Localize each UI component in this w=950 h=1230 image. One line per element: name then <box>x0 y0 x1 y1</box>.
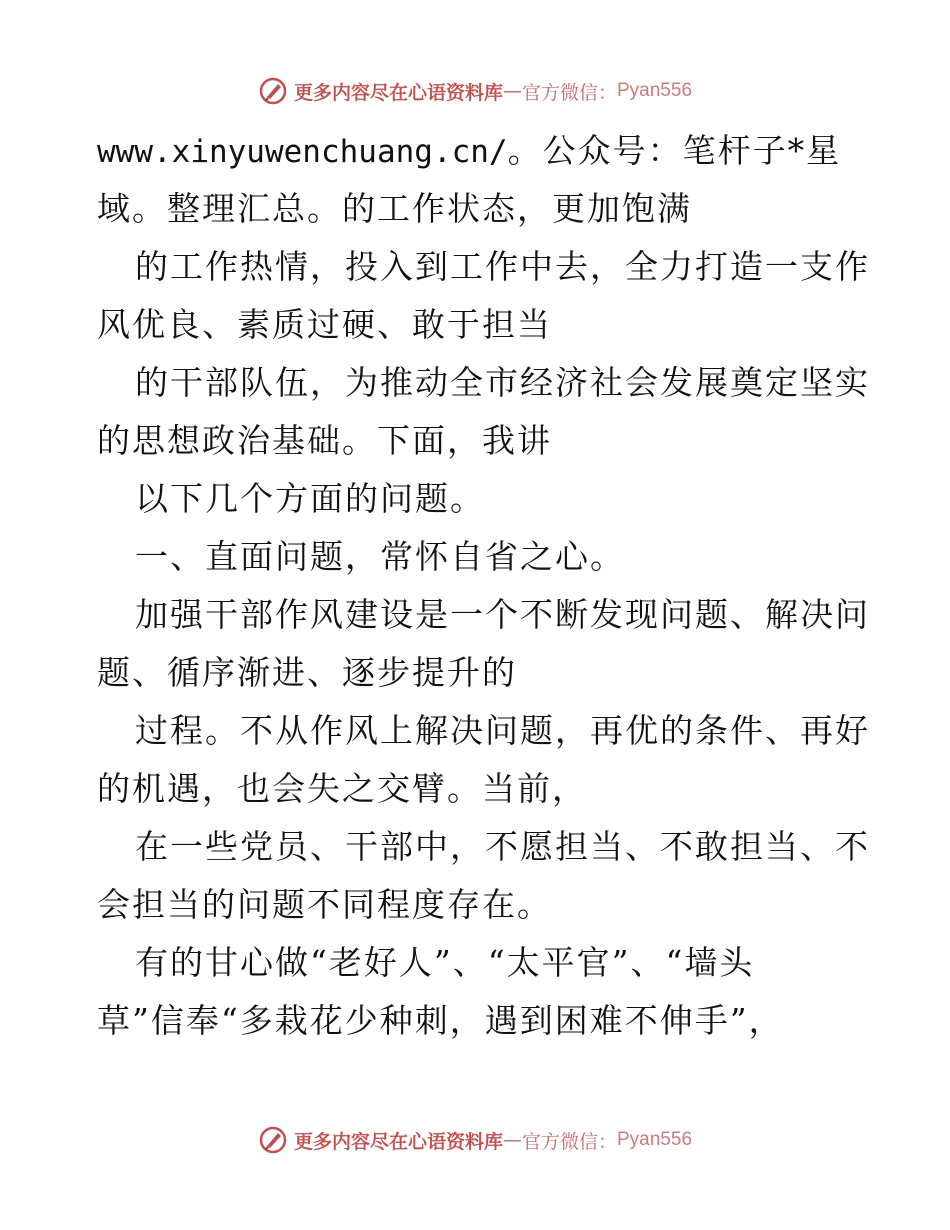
line-text: 。公众号：笔杆子*星 <box>507 131 842 170</box>
watermark-weixin-label: 官方微信： <box>521 81 617 104</box>
website-url: www.xinyuwenchuang.cn/ <box>97 134 508 170</box>
paragraph-line: 的工作热情，投入到工作中去，全力打造一支作 <box>135 247 870 286</box>
paragraph-line: 过程。不从作风上解决问题，再优的条件、再好 <box>135 711 870 750</box>
paragraph-line: 题、循序渐进、逐步提升的 <box>97 653 517 692</box>
header-watermark <box>0 71 950 111</box>
paragraph-line: 草”信奉“多栽花少种刺，遇到困难不伸手”， <box>97 1001 784 1040</box>
paragraph-line: 有的甘心做“老好人”、“太平官”、“墙头 <box>135 943 755 982</box>
footer-watermark <box>0 1120 950 1160</box>
paragraph-line: 在一些党员、干部中，不愿担当、不敢担当、不 <box>135 827 870 866</box>
paragraph-line <box>97 122 857 180</box>
paragraph-line: 加强干部作风建设是一个不断发现问题、解决问 <box>135 595 870 634</box>
paragraph-line: 会担当的问题不同程度存在。 <box>97 885 552 924</box>
pen-logo-icon <box>258 1125 288 1155</box>
watermark-separator: — <box>502 80 522 102</box>
paragraph-line: 的思想政治基础。下面，我讲 <box>97 421 552 460</box>
watermark-weixin-label: 官方微信： <box>521 1130 617 1153</box>
watermark-weixin-id: Pyan556 <box>617 80 693 101</box>
section-heading: 一、直面问题，常怀自省之心。 <box>135 537 625 576</box>
paragraph-line: 的干部队伍，为推动全市经济社会发展奠定坚实 <box>135 363 870 402</box>
watermark-site: 更多内容尽在心语资料库 <box>293 81 503 104</box>
paragraph-line: 风优良、素质过硬、敢于担当 <box>97 305 552 344</box>
paragraph-line: 以下几个方面的问题。 <box>135 479 485 518</box>
paragraph-line: 域。整理汇总。的工作状态，更加饱满 <box>97 189 692 228</box>
paragraph-line: 的机遇，也会失之交臂。当前， <box>97 769 587 808</box>
watermark-separator: — <box>502 1129 522 1151</box>
document-body <box>97 122 870 1050</box>
pen-logo-icon <box>258 76 288 106</box>
watermark-weixin-id: Pyan556 <box>617 1129 693 1150</box>
watermark-site: 更多内容尽在心语资料库 <box>293 1130 503 1153</box>
